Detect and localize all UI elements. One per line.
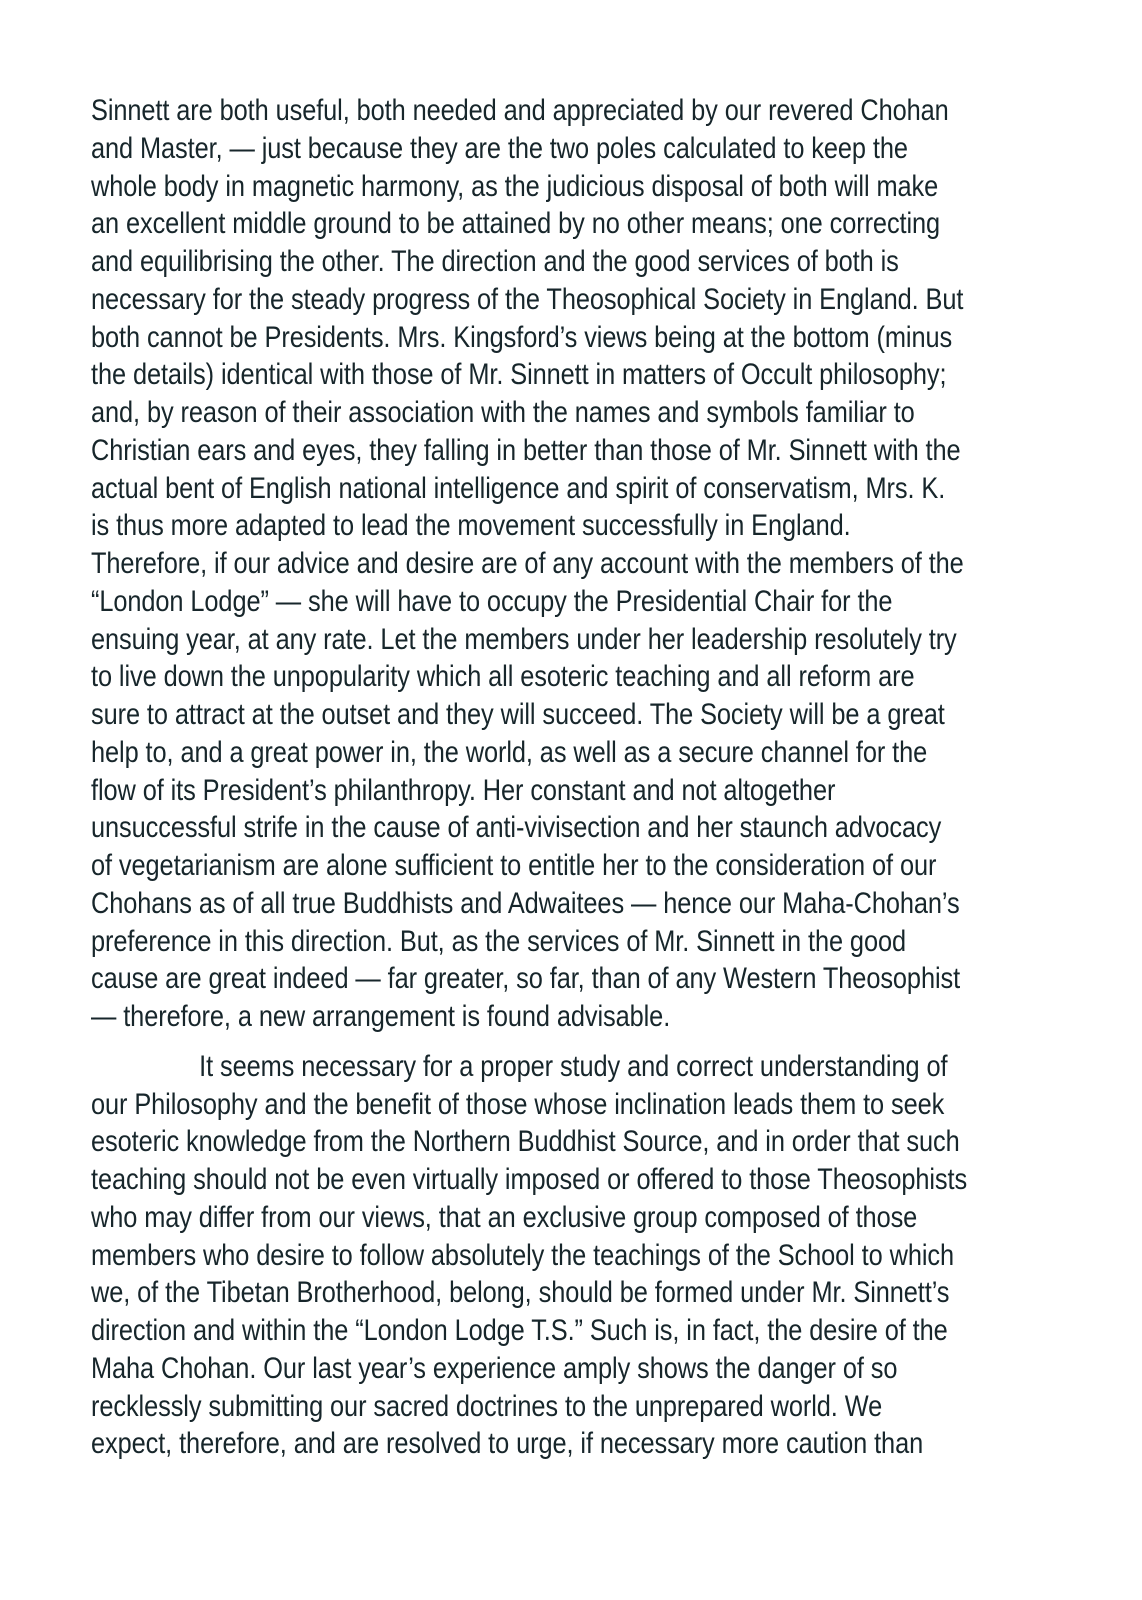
text-line: preference in this direction. But, as the services of Mr. Sinnett in the good	[91, 924, 907, 958]
text-line: an excellent middle ground to be attained by no other means; one correcting	[91, 207, 941, 241]
text-line: who may differ from our views, that an exclusive group composed of those	[91, 1200, 918, 1234]
text-line: whole body in magnetic harmony, as the judicious disposal of both will make	[91, 169, 939, 203]
text-line: unsuccessful strife in the cause of anti-vivisection and her staunch advocacy	[91, 811, 942, 845]
text-line: and equilibrising the other. The direction and the good services of both is	[91, 245, 899, 278]
text-line: Chohans as of all true Buddhists and Adwaitees — hence our Maha-Chohan’s	[91, 886, 960, 920]
paragraph-2	[91, 1048, 1051, 1463]
text-line: Therefore, if our advice and desire are of any account with the members of the	[91, 547, 964, 580]
text-line: and, by reason of their association with the names and symbols familiar to	[91, 396, 915, 429]
text-line: to live down the unpopularity which all esoteric teaching and all reform are	[91, 660, 915, 694]
text-line: necessary for the steady progress of the Theosophical Society in England. But	[91, 282, 964, 316]
text-line: ensuing year, at any rate. Let the members under her leadership resolutely try	[91, 622, 957, 656]
text-line: Sinnett are both useful, both needed and appreciated by our revered Chohan	[91, 94, 949, 127]
text-line: — therefore, a new arrangement is found advisable.	[91, 1000, 671, 1033]
text-line: our Philosophy and the benefit of those whose inclination leads them to seek	[91, 1087, 945, 1121]
text-line: cause are great indeed — far greater, so far, than of any Western Theosophist	[91, 962, 961, 996]
text-line: expect, therefore, and are resolved to urge, if necessary more caution than	[91, 1427, 924, 1461]
text-line: the details) identical with those of Mr. Sinnett in matters of Occult philosophy;	[91, 358, 947, 392]
text-line: of vegetarianism are alone sufficient to entitle her to the consideration of our	[91, 849, 937, 882]
text-line: and Master, — just because they are the two poles calculated to keep the	[91, 131, 908, 165]
text-line: “London Lodge” — she will have to occupy the Presidential Chair for the	[91, 584, 893, 618]
text-line: flow of its President’s philanthropy. Her constant and not altogether	[91, 773, 836, 807]
text-line: help to, and a great power in, the world, as well as a secure channel for the	[91, 735, 928, 769]
text-line: Maha Chohan. Our last year’s experience amply shows the danger of so	[91, 1351, 898, 1385]
text-line: direction and within the “London Lodge T.S.” Such is, in fact, the desire of the	[91, 1314, 948, 1347]
text-line: actual bent of English national intelligence and spirit of conservatism, Mrs. K.	[91, 471, 946, 505]
text-line: we, of the Tibetan Brotherhood, belong, should be formed under Mr. Sinnett’s	[91, 1276, 950, 1310]
paragraph-1	[91, 92, 1051, 1036]
text-line: sure to attract at the outset and they will succeed. The Society will be a great	[91, 698, 945, 731]
text-line: recklessly submitting our sacred doctrines to the unprepared world. We	[91, 1389, 883, 1423]
document-page	[91, 92, 1051, 1463]
text-line: It seems necessary for a proper study and correct understanding of	[199, 1049, 948, 1083]
text-line: members who desire to follow absolutely the teachings of the School to which	[91, 1238, 954, 1272]
text-line: is thus more adapted to lead the movement successfully in England.	[91, 509, 851, 543]
text-line: teaching should not be even virtually imposed or offered to those Theosophists	[91, 1163, 968, 1196]
text-line: esoteric knowledge from the Northern Buddhist Source, and in order that such	[91, 1125, 960, 1159]
text-line: Christian ears and eyes, they falling in better than those of Mr. Sinnett with the	[91, 433, 961, 467]
text-line: both cannot be Presidents. Mrs. Kingsford’s views being at the bottom (minus	[91, 320, 953, 354]
